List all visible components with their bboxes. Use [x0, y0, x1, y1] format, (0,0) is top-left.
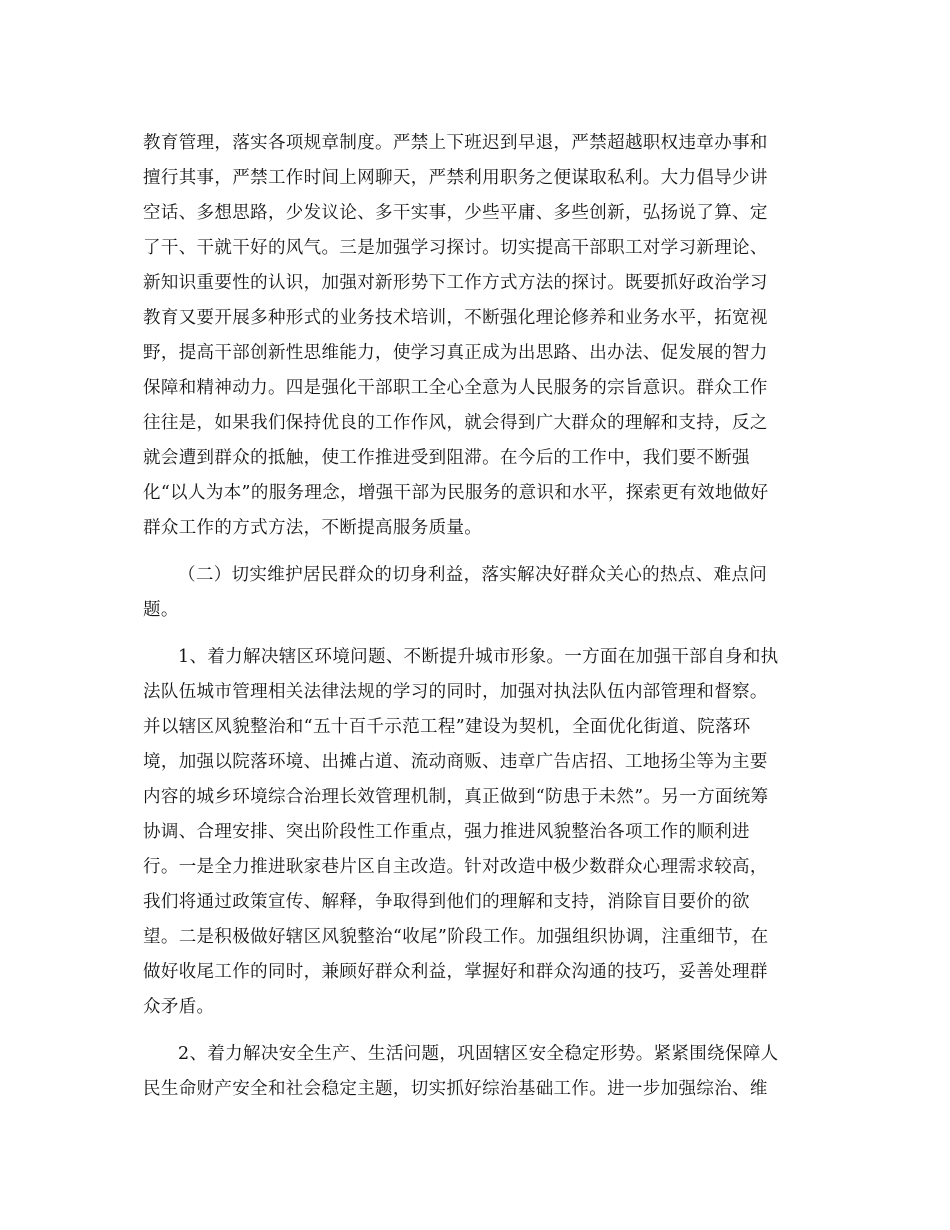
body-text-line: 空话、多想思路，少发议论、多干实事，少些平庸、多些创新，弘扬说了算、定 — [143, 203, 768, 223]
body-text-line: 望。二是积极做好辖区风貌整治“收尾”阶段工作。加强组织协调，注重细节，在 — [143, 927, 769, 947]
body-text-line: 野，提高干部创新性思维能力，使学习真正成为出思路、出办法、促发展的智力 — [143, 343, 768, 363]
body-text-line: 协调、合理安排、突出阶段性工作重点，强力推进风貌整治各项工作的顺利进 — [143, 822, 750, 842]
section-heading-line: 题。 — [143, 600, 179, 620]
body-text-line: 民生命财产安全和社会稳定主题，切实抓好综治基础工作。进一步加强综治、维 — [143, 1079, 768, 1099]
body-text-line: 群众工作的方式方法，不断提高服务质量。 — [143, 518, 483, 538]
body-text-line: 内容的城乡环境综合治理长效管理机制，真正做到“防患于未然”。另一方面统筹 — [143, 787, 769, 807]
body-text-line: 境，加强以院落环境、出摊占道、流动商贩、违章广告店招、工地扬尘等为主要 — [143, 752, 768, 772]
body-text-line: 保障和精神动力。四是强化干部职工全心全意为人民服务的宗旨意识。群众工作 — [143, 378, 768, 398]
body-text-line: 行。一是全力推进耿家巷片区自主改造。针对改造中极少数群众心理需求较高， — [143, 857, 768, 877]
section-heading-line: （二）切实维护居民群众的切身利益，落实解决好群众关心的热点、难点问 — [178, 565, 768, 585]
body-text-line: 众矛盾。 — [143, 997, 215, 1017]
body-text-line: 教育又要开展多种形式的业务技术培训，不断强化理论修养和业务水平，拓宽视 — [143, 308, 768, 328]
body-text-line: 我们将通过政策宣传、解释，争取得到他们的理解和支持，消除盲目要价的欲 — [143, 892, 750, 912]
body-text-line: 新知识重要性的认识，加强对新形势下工作方式方法的探讨。既要抓好政治学习 — [143, 273, 768, 293]
body-text-line: 擅行其事，严禁工作时间上网聊天，严禁利用职务之便谋取私利。大力倡导少讲 — [143, 168, 768, 188]
body-text-line: 并以辖区风貌整治和“五十百千示范工程”建设为契机，全面优化街道、院落环 — [143, 717, 751, 737]
body-text-line: 往往是，如果我们保持优良的工作作风，就会得到广大群众的理解和支持，反之 — [143, 413, 768, 433]
body-text-line: 2、着力解决安全生产、生活问题，巩固辖区安全稳定形势。紧紧围绕保障人 — [178, 1044, 779, 1064]
body-text-line: 就会遭到群众的抵触，使工作推进受到阻滞。在今后的工作中，我们要不断强 — [143, 448, 750, 468]
body-text-line: 做好收尾工作的同时，兼顾好群众利益，掌握好和群众沟通的技巧，妥善处理群 — [143, 962, 768, 982]
body-text-line: 1、着力解决辖区环境问题、不断提升城市形象。一方面在加强干部自身和执 — [178, 647, 779, 667]
body-text-line: 法队伍城市管理相关法律法规的学习的同时，加强对执法队伍内部管理和督察。 — [143, 682, 768, 702]
body-text-line: 了干、干就干好的风气。三是加强学习探讨。切实提高干部职工对学习新理论、 — [143, 238, 768, 258]
body-text-line: 化“以人为本”的服务理念，增强干部为民服务的意识和水平，探索更有效地做好 — [143, 483, 769, 503]
body-text-line: 教育管理，落实各项规章制度。严禁上下班迟到早退，严禁超越职权违章办事和 — [143, 133, 768, 153]
